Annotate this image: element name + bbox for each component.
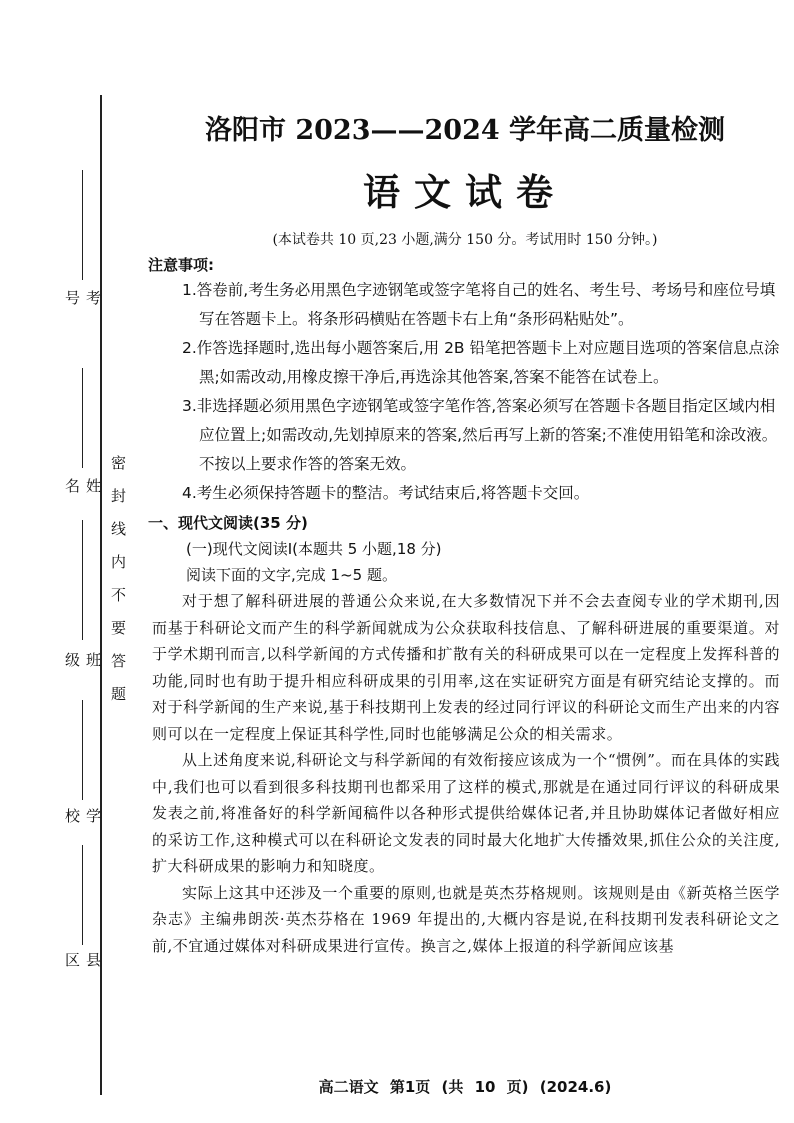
exam-meta: (本试卷共 10 页,23 小题,满分 150 分。考试用时 150 分钟。) [272,232,658,248]
field-write-line [82,520,83,640]
notice-title: 注意事项: [148,256,214,274]
passage-paragraph: 从上述角度来说,科研论文与科学新闻的有效衔接应该成为一个“惯例”。而在具体的实践中,我们也可以看到很多科技期刊也都采用了这样的模式,那就是在通过同行评议的科研成果发表之前,将准备好的科学新闻稿件以各种形式提供给媒体记者,并且协助媒体记者做好相应的采访工作,这种模式可以在科研论文发表的同时最大化地扩大传播效果,抓住公众的关注度,扩大科研成果的影响力和知晓度。 [152,751,780,875]
notice-item: 2.作答选择题时,选出每小题答案后,用 2B 铅笔把答题卡上对应题目选项的答案信息点涂黑;如需改动,用橡皮擦干净后,再选涂其他答案,答案不能答在试卷上。 [182,339,780,386]
subsection-title: (一)现代文阅读Ⅰ(本题共 5 小题,18 分) [186,540,442,558]
notice-item: 1.答卷前,考生务必用黑色字迹钢笔或签字笔将自己的姓名、考生号、考场号和座位号填写在答题卡上。将条形码横贴在答题卡右上角“条形码粘贴处”。 [182,281,776,328]
field-write-line [82,170,83,280]
binding-line [100,95,102,1095]
page-footer: 高二语文 第1页 (共 10 页) (2024.6) [318,1078,612,1096]
notice-item: 4.考生必须保持答题卡的整洁。考试结束后,将答题卡交回。 [182,484,590,502]
exam-content [148,254,780,959]
field-write-line [82,368,83,468]
passage-paragraph: 对于想了解科研进展的普通公众来说,在大多数情况下并不会去查阅专业的学术期刊,因而基于科研论文而产生的科学新闻就成为公众获取科技信息、了解科研进展的重要渠道。对于学术期刊而言,以科学新闻的方式传播和扩散有关的科研成果可以在一定程度上发挥科普的功能,同时也有助于提升相应科研成果的引用率,这在实证研究方面是有研究结论支撑的。而对于科学新闻的生产来说,基于科技期刊上发表的经过同行评议的科研论文而生产出来的内容则可以在一定程度上保证其科学性,同时也能够满足公众的相关需求。 [152,592,780,743]
field-label: 县区 [63,952,102,969]
reading-instruction: 阅读下面的文字,完成 1~5 题。 [186,566,397,584]
field-label: 班级 [63,652,102,669]
field-write-line [82,700,83,800]
exam-subtitle: 语文试卷 [363,170,567,214]
field-label: 学校 [63,808,102,825]
passage-paragraph: 实际上这其中还涉及一个重要的原则,也就是英杰芬格规则。该规则是由《新英格兰医学杂志》主编弗朗茨·英杰芬格在 1969 年提出的,大概内容是说,在科技期刊发表科研论文之前,不宜通过媒体对科研成果进行宣传。换言之,媒体上报道的科学新闻应该基 [152,883,780,955]
seal-line-text: 密封线内不要答题 [109,455,127,719]
reading-passage [148,588,780,959]
field-label: 姓名 [63,478,102,495]
section-title: 一、现代文阅读(35 分) [148,514,308,532]
exam-title: 洛阳市 2023——2024 学年高二质量检测 [204,115,726,146]
field-write-line [82,845,83,945]
field-label: 考号 [63,290,102,307]
notice-item: 3.非选择题必须用黑色字迹钢笔或签字笔作答,答案必须写在答题卡各题目指定区域内相应位置上;如需改动,先划掉原来的答案,然后再写上新的答案;不准使用铅笔和涂改液。不按以上要求作答的答案无效。 [182,397,778,473]
